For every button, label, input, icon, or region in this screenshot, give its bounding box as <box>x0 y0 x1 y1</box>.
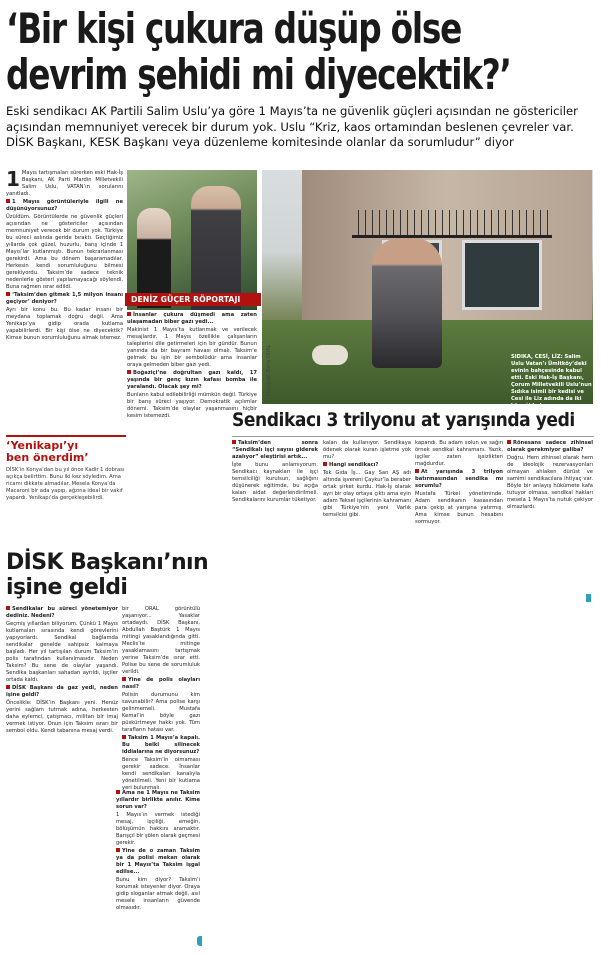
cat-figure <box>312 345 348 365</box>
col2-answer-2: Bunların kabul edilebilirliği mümkün değil. Türkiye bir barış süreci yaşıyor. Demokratik açılımlar dönemi. Taksim’de olaylar yaşanmasını hiçbir kesim istemezdi. <box>127 392 257 419</box>
photo-caption: SIDIKA, CESİ, LİZ: Salim Uslu Vatan’ı Ümitköy’deki evinin bahçesinde kabul etti. Eski Hak-İş Başkanı, Çorum Milletvekili Uslu’nun Sıdıka isimli bir kedisi ve Cesi ile Liz adında da iki köpeği bulunuyor. <box>511 354 592 409</box>
col5-question-2: At yarışında 3 trilyon batırmasından sendika mı sorumlu? <box>415 469 503 489</box>
article-end-mark <box>586 594 591 602</box>
col3-answer-1: İşte bunu anlamıyorum. Sendikacı kaynakları ile işçi temsilciliği kurulsun, sağlığını düşünerek eğitimde, bu açığa kalan aidat değerlendirilmeli. Sendikalarını kurumlar tüketiyor. <box>232 462 318 503</box>
deck <box>6 104 594 151</box>
deck-line-1: Eski sendikacı AK Partili Salim Uslu’ya göre 1 Mayıs’ta ne güvenlik güçleri açısından ne göstericiler <box>6 104 578 118</box>
col7-answer-2: Öncelikle: DİSK’in Başkanı yeni. Henüz yerini sağlam tutmak adına, herkesten daha eylemci, çatışmacı, militan bir imaj vermek istiyor. Onun için Taksim ısrarı bir sembol oldu. Kendi tabanına mesaj verdi. <box>6 700 118 734</box>
headline-line-2: devrim şehidi mi diyecektik?’ <box>6 50 511 99</box>
interviewee-figure <box>191 186 241 310</box>
interview-photo <box>127 170 257 310</box>
interview-label: DENİZ GÜÇER RÖPORTAJI <box>125 293 261 306</box>
col8-question-3: Taksim 1 Mayıs’a kapalı. Bu belki silinecek iddialarına ne diyorsunuz? <box>122 735 200 755</box>
col2-answer-1: Makinist 1 Mayıs’ta kutlanmak ve verilecek mesajlardır. 1 Mayıs özellikle çalışanların taleplerini dile getirmeleri için bir gündür. Bunun yanında da bir bayram havası olmalı. Taksim’e gelmek bu işin bir sembolüdür ama insanlar oraya gelmeden biber gazı yedi. <box>127 327 257 368</box>
col7-question-2: DİSK Başkanı da gaz yedi, neden işine geldi? <box>6 685 118 698</box>
window <box>462 240 542 310</box>
photo-credit: Fotoğraf: Barış ORAL <box>266 344 272 396</box>
subheadline-disk-line-1: DİSK Başkanı’nın <box>6 550 209 575</box>
sidebar-quote-box <box>6 435 126 547</box>
col8-question-2: Yine de polis olayları nasıl? <box>122 677 200 690</box>
article-end-mark <box>197 936 202 946</box>
sidebar-quote-title-line-2: ben önerdim’ <box>6 451 89 464</box>
col4-answer-1: kalan da kullanıyor. Sendikaya ödenek olarak kuran işletme yok mu? <box>323 440 411 460</box>
sidebar-quote-title-line-1: ‘Yenikapı’yı <box>6 439 79 452</box>
sidebar-quote-text: DİSK’in Konya’dan bu yıl önce Kadir 1 dobrası açıkça belirttim. Bunu iki kez söyledim. Ama ricamı dikkate almadılar. Mesela Konya’da Macaroni bir ada yapıp, ağzına ideal bir vakıf yapardı. Yenikapı’da gerçekleşebilirdi. <box>6 467 125 501</box>
answer-1: Üzüldüm. Görüntülerde ne güvenlik güçleri açısından ne göstericiler açısından memnuniyet verecek bir durum yok. Türkiye bu süreci aslında geride bıraktı. Geçtiğimiz yıllarda çok güzel, huzurlu, barış içinde 1 Mayıs’lar kutlanmıştı. Bunun tekrarlanması gerekirdi. Ama bu dönem başaramadılar. Herkesin kendi sorumluluğunu bilmesi gerekiyordu. Taksim’de sadece teknik nedenlerle gösteri yapılamayacağı söylendi. Buna rağmen ısrar edildi. <box>6 214 123 290</box>
answer-2: Ayrı bir konu bu. Bu kadar insanı bir meydana toplamak doğru değil. Ama Yenikapı’ya gidip orada kutlama yapabilirlerdi. Bir kişi ölse ne diyecektik? Kimse bunun sorumluluğunu almak istemez. <box>6 307 123 341</box>
col5-answer-1: kapandı. Bu adam solun ve sağın örnek sendikal kahramanı. Yazık, işçiler zaten işsizlikten mağdurdur. <box>415 440 503 467</box>
balcony-railing <box>352 210 552 238</box>
deck-line-2: açısından memnuniyet verecek bir durum yok. Uslu “Kriz, kaos ortamından beslenen çevreler var. <box>6 119 574 134</box>
column-6 <box>507 440 593 600</box>
col8-answer-3: Bence Taksim’in olmaması gerekir sadece. İnsanlar kendi sendikaları kanalıyla yönetilmeli. Yeni bir kutlama yeri bulunmalı. <box>122 757 200 791</box>
col6-answer-1: Doğru. Hem zihinsel olarak hem de ideolojik rezervasyonları olmayan ahlaken dürüst ve samimi sendikacılara ihtiyaç var. Böyle bir anlayış hükümete kafa tutuyor olmasa, sendikal hakları mesela 1 Mayıs’ta nutuk çekiyor olmazlardı. <box>507 455 593 510</box>
column-3 <box>232 440 318 600</box>
intro-text: Mayıs tartışmaları sürerken eski Hak-İş Başkanı, AK Parti Mardin Milletvekili Salim Uslu, VATAN’ın sorularını yanıtladı. <box>6 170 123 197</box>
col7-question-1: Sendikalar bu süreci yönetemiyor dediniz. Nedeni? <box>6 606 118 619</box>
col8-answer-2: Polisin durumunu kim savunabilir? Ama polise karşı gelinmemeli. Mustafa Kemal’in böyle gazı püskürtmeye hakkı yok. Tüm tarafların hatası var. <box>122 692 200 733</box>
headline-line-1: ‘Bir kişi çukura düşüp ölse <box>6 4 462 53</box>
question-2: ‘Taksim’den gitmek 1,5 milyon insanı geçiyor’ deniyor? <box>6 292 123 305</box>
col6-question-1: Rönesans sadece zihinsel olarak gerekmiyor galiba? <box>507 440 593 453</box>
dropcap: 1 <box>6 167 20 191</box>
subheadline-horse-race: Sendikacı 3 trilyonu at yarışında yedi <box>232 409 575 431</box>
col2-question-2: Boğaziçi’ne doğrultan gazı kaldı, 17 yaşında bir genç kızın kafası bomba ile yaralandı. Olacak şey mi? <box>127 370 257 390</box>
column-1 <box>6 167 123 432</box>
lead-question: İnsanlar çukura düşmedi ama zaten ulaşamadan biber gazı yedi... <box>127 312 257 325</box>
col5-answer-2: Mustafa Türkel yönetiminde. Adam sendikanın kasasından para çekip at yarışına yatırmış. Ama kimse bunun hesabını sormuyor. <box>415 491 503 525</box>
col9-question-1: Ama ne 1 Mayıs ne Taksim yıllardır birlikte anılır. Kime sorun var? <box>116 790 200 810</box>
house-facade <box>302 170 592 320</box>
col4-question-2: Hangi sendikacı? <box>329 462 379 468</box>
man-figure <box>372 238 442 368</box>
col7-answer-1: Geçmiş yıllardan biliyorum. Çünkü 1 Mayıs kutlamaları sırasında kendi görevlerini yapıyorlardı. Sendikal bağlamda sendikalar genelde sahipsiz kalmaya başladı. Her yıl tartışılan durum Taksim’in polis tarafından kullanılmasıdır. Neden Taksim? Bu sene de olaylar yaşandı. Sendika başkanları sahadan ayrıldı, işçiler ortada kaldı. <box>6 621 118 683</box>
column-4 <box>323 440 411 600</box>
col9-question-2: Yine de o zaman Taksim ya da polisi mekan olarak bir 1 Mayıs’ta Taksim işgal edilse... <box>116 848 200 875</box>
subheadline-disk <box>6 550 236 600</box>
headline <box>6 6 596 98</box>
column-7 <box>6 606 118 946</box>
column-9c <box>116 790 200 935</box>
deck-line-3: DİSK Başkanı, KESK Başkanı veya düzenleme komitesinde olanlar da sorumludur” diyor <box>6 135 514 149</box>
col3-question-1: Taksim’den sonra “Sendikalı işçi sayısı giderek azalıyor” eleştirisi artık... <box>232 440 318 460</box>
divider <box>232 436 594 437</box>
question-1: 1 Mayıs görüntüleriyle ilgili ne düşünüyorsunuz? <box>6 199 123 212</box>
col4-answer-2: Tek Gıda İş... Gay San AŞ adı altında işvereni Çaykur’la beraber ortak şirket kurdu. Hak-İş olarak ayrı bir olay ortaya çıktı ama eyin adam Teksel işçilerinin kahramanı gibi Türkiye’nin yeni Varlık temsilcisi gibi. <box>323 470 411 518</box>
column-5 <box>415 440 503 600</box>
col9-answer-1: 1 Mayıs’ın vermek istediği mesaj, işçiliği, emeğin, bölüşümün hakkını aramaktır. Barışçıl bir şölen olarak geçmesi gerekir. <box>116 812 200 846</box>
col9-answer-2: Bunu kim diyor? Taksim’i korumak isteyenler diyor. Oraya gidip sloganlar atmak değil, asıl mesele insanların güvende olmasıdır. <box>116 877 200 911</box>
column-2 <box>127 312 257 419</box>
col8-answer-1: bir ORAL görüntülü yaşanıyor... Yasaklar ortadaydı. DİSK Başkanı, Abdullah Baştürk 1 Mayıs mitingi yasaklandığında gitti. Meclis’te mitinge yasaklamasını tartışmak yerine Taksim’de ısrar etti. Polise bu sene de sorumluluk verildi. <box>122 606 200 675</box>
sidebar-quote-title <box>6 440 126 464</box>
subheadline-disk-line-2: işine geldi <box>6 575 128 600</box>
